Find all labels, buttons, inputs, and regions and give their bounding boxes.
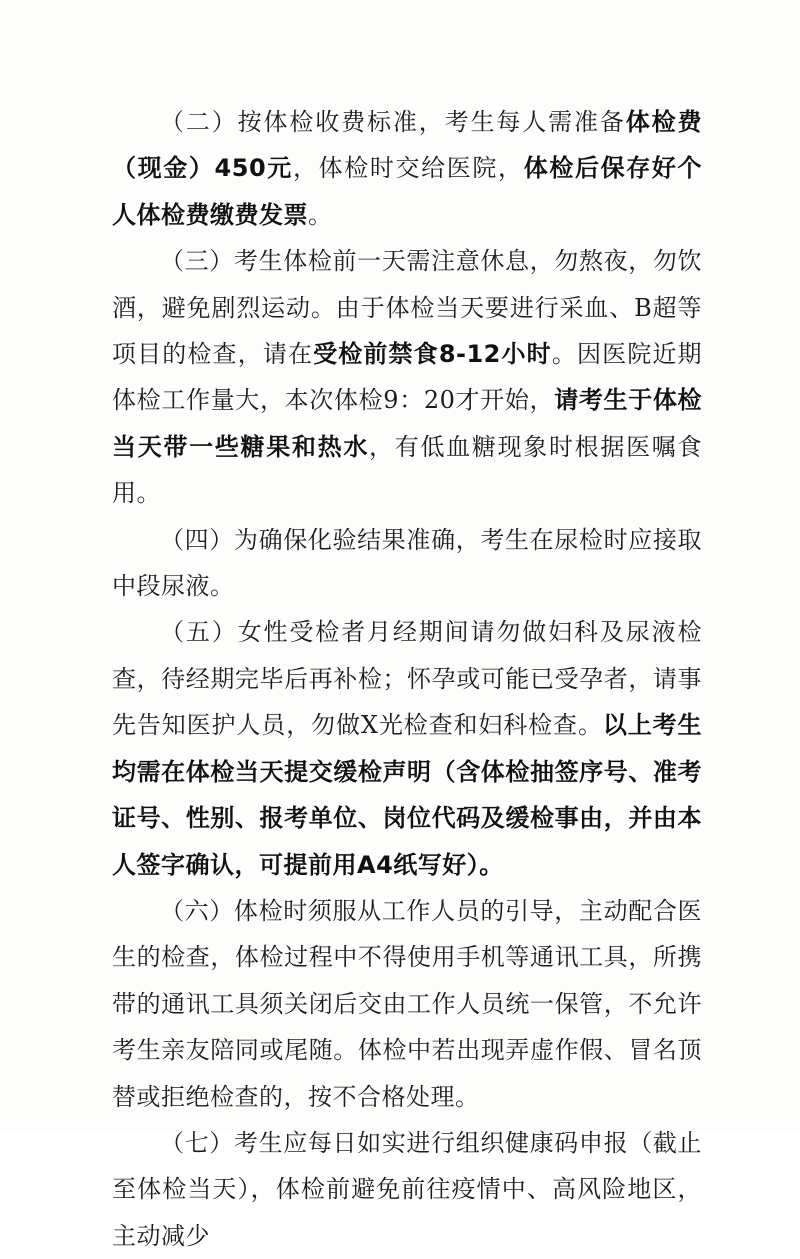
text-segment: ，有低血糖现象时根据医嘱食用。: [112, 432, 703, 508]
paragraph-4: [112, 517, 702, 610]
paragraph-6: [112, 888, 702, 1120]
document-body: [112, 99, 702, 1259]
bold-segment: 体检后保存好个人体检费缴费发票: [112, 154, 703, 229]
text-segment: （六）体检时须服从工作人员的引导，主动配合医生的检查，体检过程中不得使用手机等通讯工具，所携带的通讯工具须关闭后交由工作人员统一保管，不允许考生亲友陪同或尾随。体检中若出现弄虚作假、冒名顶替或拒绝检查的，按不合格处理。: [112, 896, 702, 1111]
text-segment: （七）考生应每日如实进行组织健康码申报（截止至体检当天），体检前避免前往疫情中、高风险地区，主动减少: [112, 1128, 702, 1250]
text-segment: 。: [308, 200, 333, 229]
text-segment: （五）女性受检者月经期间请勿做妇科及尿液检查，待经期完毕后再补检；怀孕或可能已受孕者，请事先告知医护人员，勿做X光检查和妇科检查。: [112, 618, 702, 740]
bold-segment: 体检费（现金）450元: [112, 108, 702, 183]
paragraph-2: [112, 99, 702, 238]
bold-segment: 请考生于体检当天带一些糖果和热水: [112, 386, 703, 461]
text-segment: 。因医院近期体检工作量大，本次体检9：20才开始，: [112, 340, 703, 415]
paragraph-3: [112, 238, 702, 516]
text-segment: （三）考生体检前一天需注意休息，勿熬夜，勿饮酒，避免剧烈运动。由于体检当天要进行采血、B超等项目的检查，请在: [112, 247, 702, 369]
text-segment: （四）为确保化验结果准确，考生在尿检时应接取中段尿液。: [112, 525, 702, 601]
paragraph-7: [112, 1120, 702, 1259]
text-segment: ，体检时交给医院，: [292, 154, 524, 183]
bold-segment: 受检前禁食8-12小时: [313, 340, 552, 369]
text-segment: （二）按体检收费标准，考生每人需准备: [160, 108, 626, 136]
bold-segment: 以上考生均需在体检当天提交缓检声明（含体检抽签序号、准考证号、性别、报考单位、岗位代码及缓检事由，并由本人签字确认，可提前用A4纸写好）。: [112, 711, 703, 879]
paragraph-5: [112, 609, 702, 887]
